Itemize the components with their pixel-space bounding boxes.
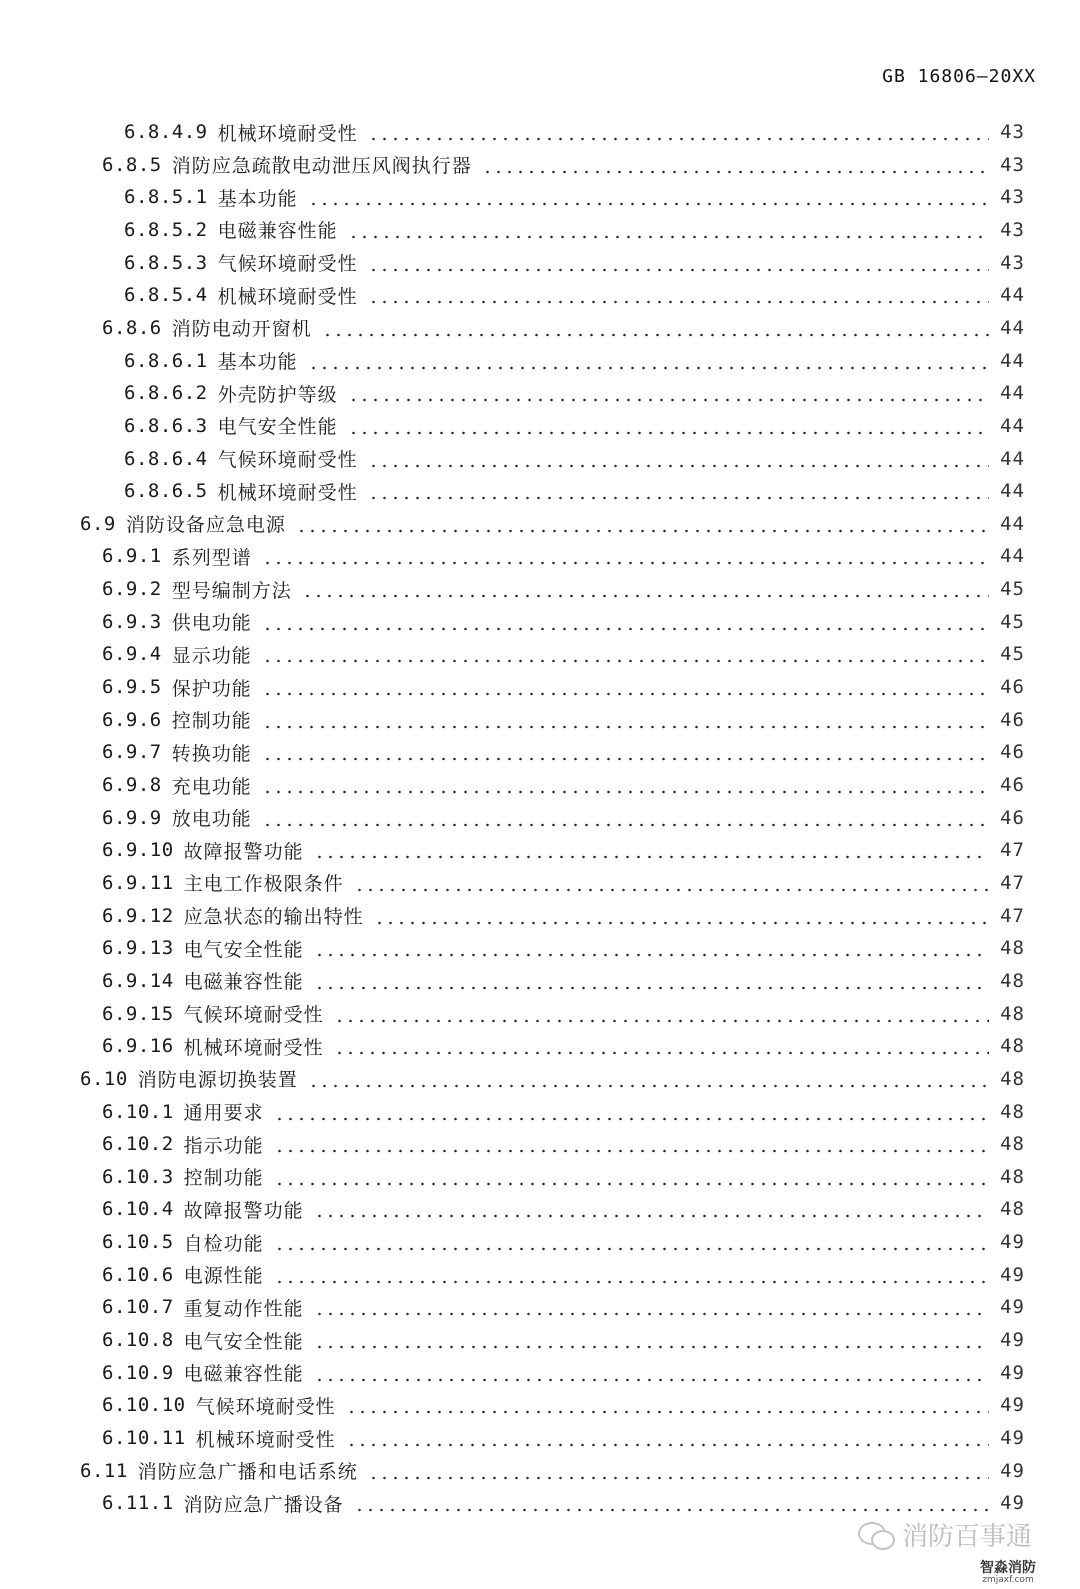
toc-entry[interactable]: [102, 834, 1025, 866]
toc-entry-title: 显示功能: [171, 644, 252, 667]
dot-leader: [314, 1312, 989, 1316]
toc-entry-page: 47: [1000, 904, 1025, 927]
toc-entry-number: 6.10.6: [102, 1263, 174, 1286]
dot-leader: [346, 1443, 989, 1447]
dot-leader: [482, 170, 989, 174]
toc-entry-title: 控制功能: [183, 1167, 264, 1190]
toc-entry-page: 44: [1000, 545, 1025, 568]
toc-entry-number: 6.10.2: [102, 1133, 174, 1156]
dot-leader: [368, 137, 989, 141]
toc-entry-number: 6.9.5: [102, 676, 162, 699]
toc-entry-number: 6.10.3: [102, 1165, 174, 1188]
toc-entry-page: 43: [1000, 153, 1025, 176]
toc-entry-number: 6.11: [80, 1459, 128, 1482]
dot-leader: [348, 398, 989, 402]
toc-entry-number: 6.9: [80, 512, 116, 535]
toc-entry[interactable]: [124, 410, 1025, 442]
standard-code: GB 16806—20XX: [882, 66, 1036, 87]
toc-entry-title: 机械环境耐受性: [217, 481, 358, 504]
toc-entry[interactable]: [102, 900, 1025, 932]
toc-entry-number: 6.9.12: [102, 904, 174, 927]
toc-entry-page: 44: [1000, 349, 1025, 372]
dot-leader: [314, 953, 989, 957]
toc-entry[interactable]: [102, 312, 1025, 344]
toc-entry-number: 6.8.6.2: [124, 382, 208, 405]
toc-entry-title: 供电功能: [171, 612, 252, 635]
dot-leader: [274, 1280, 989, 1284]
toc-entry[interactable]: [102, 1161, 1025, 1193]
toc-entry[interactable]: [102, 1128, 1025, 1160]
toc-entry[interactable]: [102, 1487, 1025, 1519]
dot-leader: [262, 757, 989, 761]
toc-entry-page: 44: [1000, 414, 1025, 437]
toc-entry-title: 电源性能: [183, 1265, 264, 1288]
toc-entry-number: 6.9.3: [102, 610, 162, 633]
toc-entry-number: 6.9.10: [102, 839, 174, 862]
toc-entry-title: 指示功能: [183, 1134, 264, 1157]
dot-leader: [314, 1214, 989, 1218]
toc-entry-number: 6.9.16: [102, 1035, 174, 1058]
toc-entry-title: 气候环境耐受性: [217, 449, 358, 471]
toc-entry-title: 保护功能: [171, 677, 252, 700]
toc-entry-page: 44: [1000, 512, 1025, 535]
dot-leader: [274, 1117, 989, 1121]
toc-entry-title: 消防应急广播设备: [183, 1493, 344, 1516]
toc-entry-number: 6.9.2: [102, 578, 162, 601]
toc-entry-title: 电磁兼容性能: [183, 1363, 304, 1386]
dot-leader: [348, 235, 989, 239]
dot-leader: [308, 1084, 989, 1088]
toc-entry-number: 6.9.6: [102, 708, 162, 731]
toc-entry-title: 电磁兼容性能: [217, 220, 338, 243]
dot-leader: [308, 202, 989, 206]
toc-entry[interactable]: [124, 345, 1025, 377]
toc-entry-page: 43: [1000, 121, 1025, 143]
toc-entry-title: 故障报警功能: [183, 1199, 304, 1222]
toc-entry-page: 49: [1000, 1394, 1025, 1417]
toc-entry-page: 46: [1000, 741, 1025, 764]
toc-entry-title: 气候环境耐受性: [183, 1004, 324, 1027]
toc-entry-number: 6.8.5: [102, 153, 162, 176]
toc-entry[interactable]: [124, 247, 1025, 279]
toc-entry-page: 49: [1000, 1492, 1025, 1515]
toc-entry-title: 外壳防护等级: [217, 383, 338, 406]
toc-entry-number: 6.8.6.1: [124, 349, 208, 372]
dot-leader: [346, 1410, 989, 1414]
toc-entry[interactable]: [124, 443, 1025, 475]
toc-entry[interactable]: [80, 1063, 1025, 1095]
toc-entry-title: 充电功能: [171, 775, 252, 798]
toc-entry-number: 6.9.4: [102, 643, 162, 666]
toc-entry-title: 机械环境耐受性: [183, 1036, 324, 1059]
toc-entry-page: 45: [1000, 610, 1025, 633]
toc-entry-number: 6.10.4: [102, 1198, 174, 1221]
toc-entry[interactable]: [124, 377, 1025, 409]
toc-entry-number: 6.10: [80, 1067, 128, 1090]
dot-leader: [262, 659, 989, 663]
toc-entry-title: 系列型谱: [171, 546, 252, 569]
dot-leader: [262, 790, 989, 794]
toc-entry-number: 6.10.5: [102, 1231, 174, 1254]
toc-entry-page: 47: [1000, 871, 1025, 894]
toc-entry[interactable]: [102, 1096, 1025, 1128]
toc-entry-page: 48: [1000, 1165, 1025, 1188]
toc-entry[interactable]: [102, 638, 1025, 670]
dot-leader: [368, 464, 989, 468]
toc-entry-title: 机械环境耐受性: [217, 285, 358, 308]
toc-entry-title: 自检功能: [183, 1232, 264, 1255]
watermark-channel-name: 消防百事通: [901, 1522, 1032, 1552]
toc-entry-page: 44: [1000, 447, 1025, 470]
toc-entry-page: 48: [1000, 1067, 1025, 1090]
toc-entry-number: 6.10.8: [102, 1329, 174, 1352]
wechat-icon: [858, 1520, 896, 1550]
toc-entry-page: 49: [1000, 1459, 1025, 1482]
dot-leader: [348, 431, 989, 435]
watermark-logo: [980, 1561, 1036, 1585]
toc-entry-number: 6.8.6.4: [124, 447, 208, 470]
toc-entry-number: 6.8.5.3: [124, 251, 208, 274]
toc-entry-number: 6.9.8: [102, 774, 162, 796]
toc-entry[interactable]: [102, 1357, 1025, 1389]
toc-entry-number: 6.8.6.3: [124, 414, 208, 437]
toc-entry[interactable]: [124, 475, 1025, 507]
toc-entry[interactable]: [80, 508, 1025, 540]
dot-leader: [274, 1247, 989, 1251]
dot-leader: [314, 1378, 989, 1382]
toc-entry-page: 49: [1000, 1329, 1025, 1352]
toc-entry-number: 6.9.14: [102, 969, 174, 992]
toc-entry-number: 6.9.7: [102, 741, 162, 764]
dot-leader: [262, 725, 989, 729]
toc-entry[interactable]: [102, 1324, 1025, 1356]
toc-entry-page: 43: [1000, 251, 1025, 274]
toc-entry[interactable]: [124, 279, 1025, 311]
toc-entry-title: 型号编制方法: [171, 579, 292, 602]
toc-entry-page: 49: [1000, 1231, 1025, 1254]
dot-leader: [334, 1051, 989, 1055]
toc-entry-title: 气候环境耐受性: [217, 253, 358, 276]
toc-entry-page: 49: [1000, 1361, 1025, 1384]
dot-leader: [354, 1508, 989, 1512]
dot-leader: [262, 823, 989, 827]
toc-entry[interactable]: [102, 1422, 1025, 1454]
toc-entry-page: 48: [1000, 1133, 1025, 1156]
dot-leader: [274, 1149, 989, 1153]
toc-entry-page: 48: [1000, 1198, 1025, 1221]
toc-entry-title: 主电工作极限条件: [183, 873, 344, 896]
toc-entry[interactable]: [124, 181, 1025, 213]
toc-entry-page: 46: [1000, 774, 1025, 796]
dot-leader: [368, 1476, 989, 1480]
toc-entry-page: 48: [1000, 1100, 1025, 1123]
toc-entry-number: 6.11.1: [102, 1492, 174, 1515]
dot-leader: [368, 496, 989, 500]
toc-entry-number: 6.9.1: [102, 545, 162, 568]
toc-entry[interactable]: [102, 736, 1025, 768]
toc-entry[interactable]: [124, 214, 1025, 246]
toc-entry[interactable]: [80, 1455, 1025, 1487]
toc-entry-number: 6.10.10: [102, 1394, 186, 1417]
toc-entry-title: 消防电动开窗机: [171, 318, 312, 341]
dot-leader: [274, 1182, 989, 1186]
toc-entry-page: 44: [1000, 382, 1025, 405]
watermark-logo-url: zmjaxf.com: [982, 1574, 1034, 1585]
toc-entry[interactable]: [102, 802, 1025, 834]
toc-entry-number: 6.10.9: [102, 1361, 174, 1384]
dot-leader: [296, 529, 989, 533]
dot-leader: [314, 855, 989, 859]
toc-entry-number: 6.8.6.5: [124, 480, 208, 503]
toc-entry[interactable]: [102, 867, 1025, 899]
toc-entry-page: 48: [1000, 937, 1025, 960]
toc-entry-title: 转换功能: [171, 742, 252, 765]
toc-entry-number: 6.9.13: [102, 937, 174, 960]
toc-entry-title: 电气安全性能: [183, 1330, 304, 1353]
toc-entry-number: 6.8.6: [102, 316, 162, 339]
toc-entry-page: 43: [1000, 218, 1025, 241]
toc-entry-title: 放电功能: [171, 808, 252, 831]
toc-entry-title: 机械环境耐受性: [217, 122, 358, 145]
dot-leader: [262, 692, 989, 696]
toc-entry-page: 46: [1000, 708, 1025, 731]
toc-entry[interactable]: [102, 704, 1025, 736]
watermark: [858, 1516, 1032, 1553]
dot-leader: [302, 594, 989, 598]
toc-entry[interactable]: [102, 149, 1025, 181]
toc-entry-title: 应急状态的输出特性: [183, 906, 364, 929]
dot-leader: [368, 268, 989, 272]
toc-entry[interactable]: [102, 573, 1025, 605]
toc-entry-number: 6.8.5.4: [124, 284, 208, 307]
toc-entry-page: 43: [1000, 186, 1025, 209]
toc-entry[interactable]: [102, 965, 1025, 997]
dot-leader: [262, 561, 989, 565]
toc-entry-page: 48: [1000, 969, 1025, 992]
toc-entry[interactable]: [102, 769, 1025, 801]
toc-entry[interactable]: [102, 540, 1025, 572]
dot-leader: [354, 888, 989, 892]
toc-entry-number: 6.8.5.1: [124, 186, 208, 209]
toc-entry[interactable]: [102, 1259, 1025, 1291]
toc-entry-title: 消防应急广播和电话系统: [137, 1461, 358, 1484]
toc-entry[interactable]: [102, 606, 1025, 638]
toc-entry-title: 电气安全性能: [217, 416, 338, 439]
toc-entry[interactable]: [102, 932, 1025, 964]
toc-entry-title: 重复动作性能: [183, 1297, 304, 1320]
toc-entry-page: 45: [1000, 578, 1025, 601]
toc-entry-title: 基本功能: [217, 187, 298, 210]
toc-entry-number: 6.10.7: [102, 1296, 174, 1319]
toc-entry-title: 消防电源切换装置: [137, 1069, 298, 1092]
dot-leader: [368, 300, 989, 304]
toc-entry-page: 44: [1000, 284, 1025, 307]
toc-entry-number: 6.9.15: [102, 1002, 174, 1025]
toc-entry-title: 通用要求: [183, 1102, 264, 1124]
toc-entry-page: 47: [1000, 839, 1025, 862]
toc-entry-number: 6.10.1: [102, 1100, 174, 1123]
toc-entry-number: 6.8.4.9: [124, 121, 208, 143]
toc-entry-page: 44: [1000, 316, 1025, 339]
toc-entry-title: 电磁兼容性能: [183, 971, 304, 994]
toc-entry[interactable]: [102, 1389, 1025, 1421]
watermark-logo-name: 智淼消防: [980, 1559, 1036, 1576]
dot-leader: [308, 366, 989, 370]
toc-entry-page: 45: [1000, 643, 1025, 666]
dot-leader: [314, 986, 989, 990]
toc-entry[interactable]: [102, 1030, 1025, 1062]
dot-leader: [262, 627, 989, 631]
toc-entry-title: 机械环境耐受性: [195, 1428, 336, 1451]
dot-leader: [374, 921, 989, 925]
toc-entry-title: 消防应急疏散电动泄压风阀执行器: [171, 155, 472, 178]
toc-entry[interactable]: [102, 671, 1025, 703]
toc-entry[interactable]: [124, 116, 1025, 148]
dot-leader: [334, 1019, 989, 1023]
toc-entry-number: 6.8.5.2: [124, 218, 208, 241]
toc-entry-title: 电气安全性能: [183, 938, 304, 961]
toc-entry-title: 故障报警功能: [183, 840, 304, 863]
toc-entry-page: 46: [1000, 806, 1025, 829]
toc-entry-page: 48: [1000, 1002, 1025, 1025]
toc-entry-page: 49: [1000, 1427, 1025, 1449]
toc-entry-page: 48: [1000, 1035, 1025, 1058]
toc-entry-page: 49: [1000, 1296, 1025, 1319]
toc-entry[interactable]: [102, 1226, 1025, 1258]
toc-entry[interactable]: [102, 998, 1025, 1030]
toc-entry-title: 气候环境耐受性: [195, 1395, 336, 1418]
toc-entry-title: 控制功能: [171, 710, 252, 733]
toc-entry-page: 49: [1000, 1263, 1025, 1286]
dot-leader: [322, 333, 989, 337]
toc-entry-title: 基本功能: [217, 351, 298, 374]
toc-entry[interactable]: [102, 1291, 1025, 1323]
toc-entry[interactable]: [102, 1193, 1025, 1225]
toc-entry-title: 消防设备应急电源: [125, 514, 286, 537]
toc-entry-number: 6.9.11: [102, 871, 174, 894]
toc-entry-page: 46: [1000, 676, 1025, 699]
toc-entry-number: 6.10.11: [102, 1427, 186, 1449]
toc-entry-number: 6.9.9: [102, 806, 162, 829]
toc-entry-page: 44: [1000, 480, 1025, 503]
dot-leader: [314, 1345, 989, 1349]
